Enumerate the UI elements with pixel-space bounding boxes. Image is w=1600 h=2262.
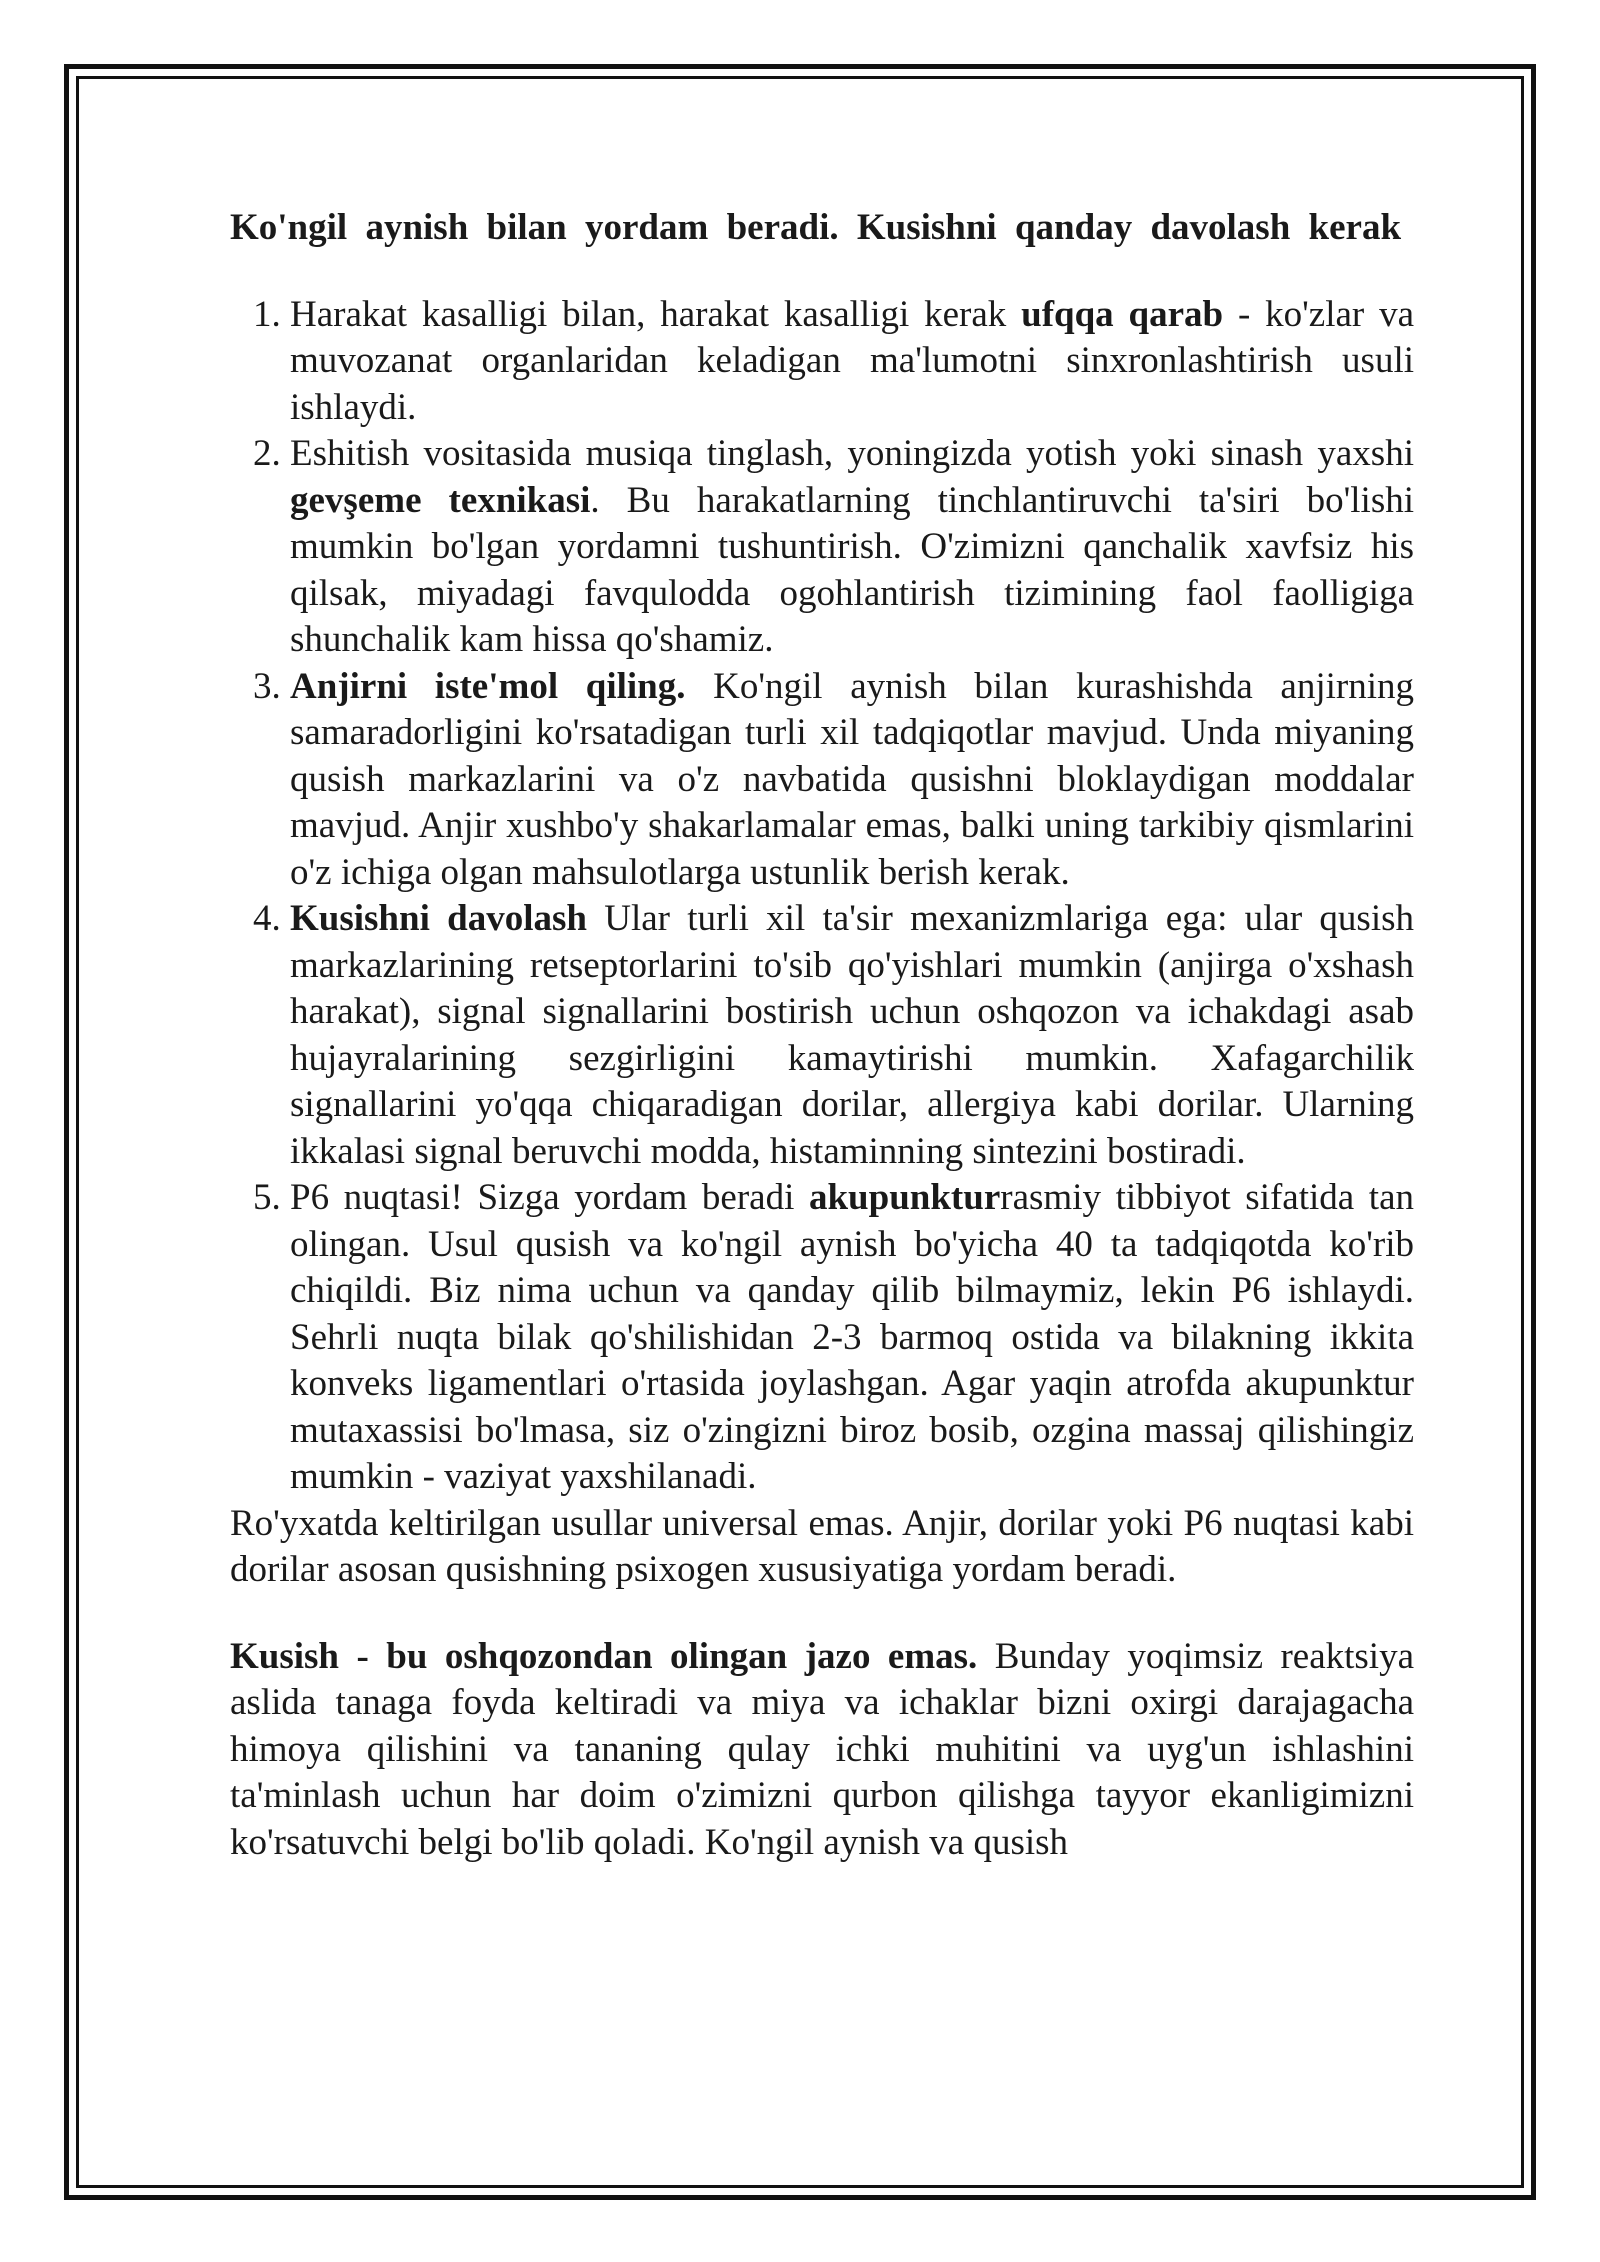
list-item: 3. Anjirni iste'mol qiling. Ko'ngil aynish bilan kurashishda anjirning samaradorligini ko'rsatadigan turli xil tadqiqotlar mavjud. Unda miyaning qusish markazlarini va o'z navbatida qusishni bloklaydigan moddalar mavjud. Anjir xushbo'y shakarlamalar emas, balki uning tarkibiy qismlarini o'z ichiga olgan mahsulotlarga ustunlik berish kerak. xyxy=(290,664,1414,897)
emphasis: akupunktur xyxy=(808,1177,1001,1218)
closing-paragraph xyxy=(230,1634,1414,1867)
list-item: 2. Eshitish vositasida musiqa tinglash, yoningizda yotish yoki sinash yaxshi gevşeme texnikasi. Bu harakatlarning tinchlantiruvchi ta'siri bo'lishi mumkin bo'lgan yordamni tushuntirish. O'zimizni qanchalik xavfsiz his qilsak, miyadagi favqulodda ogohlantirish tizimining faol faolligiga shunchalik kam hissa qo'shamiz. xyxy=(290,431,1414,664)
list-item: 4. Kusishni davolash Ular turli xil ta'sir mexanizmlariga ega: ular qusish markazlarining retseptorlarini to'sib qo'yishlari mumkin (anjirga o'xshash harakat), signal signallarini bostirish uchun oshqozon va ichakdagi asab hujayralarining sezgirligini kamaytirishi mumkin. Xafagarchilik signallarini yo'qqa chiqaradigan dorilar, allergiya kabi dorilar. Ularning ikkalasi signal beruvchi modda, histaminning sintezini bostiradi. xyxy=(290,896,1414,1175)
list-note-paragraph: Ro'yxatda keltirilgan usullar universal emas. Anjir, dorilar yoki P6 nuqtasi kabi dorilar asosan qusishning psixogen xususiyatiga yordam beradi. xyxy=(230,1502,1414,1590)
closing-lead: Kusish - bu oshqozondan olingan jazo emas. xyxy=(230,1635,978,1677)
remedies-list xyxy=(230,292,1414,1501)
document-title: Ko'ngil aynish bilan yordam beradi. Kusishni qanday davolash kerak xyxy=(230,207,1402,248)
list-item: 5. P6 nuqtasi! Sizga yordam beradi akupunkturrasmiy tibbiyot sifatida tan olingan. Usul qusish va ko'ngil aynish bo'yicha 40 ta tadqiqotda ko'rib chiqildi. Biz nima uchun va qanday qilib bilmaymiz, lekin P6 ishlaydi. Sehrli nuqta bilak qo'shilishidan 2-3 barmoq ostida va bilakning ikkita konveks ligamentlari o'rtasida joylashgan. Agar yaqin atrofda akupunktur mutaxassisi bo'lmasa, siz o'zingizni biroz bosib, ozgina massaj qilishingiz mumkin - vaziyat yaxshilanadi. xyxy=(290,1175,1414,1501)
list-item: 1. Harakat kasalligi bilan, harakat kasalligi kerak ufqqa qarab - ko'zlar va muvozanat organlaridan keladigan ma'lumotni sinxronlashtirish usuli ishlaydi. xyxy=(290,292,1414,432)
emphasis: gevşeme texnikasi xyxy=(290,479,591,521)
closing-text: Bunday yoqimsiz reaktsiya aslida tanaga foyda keltiradi va miya va ichaklar bizni oxirgi darajagacha himoya qilishini va tananing qulay ichki muhitini va uyg'un ishlashini ta'minlash uchun har doim o'zimizni qurbon qilishga tayyor ekanligimizni ko'rsatuvchi belgi bo'lib qoladi. Ko'ngil aynish va qusish xyxy=(230,1635,1414,1863)
emphasis: Anjirni iste'mol qiling. xyxy=(290,665,686,707)
emphasis: ufqqa qarab xyxy=(1021,293,1224,335)
emphasis: Kusishni davolash xyxy=(290,898,587,939)
document-body xyxy=(230,205,1414,1866)
